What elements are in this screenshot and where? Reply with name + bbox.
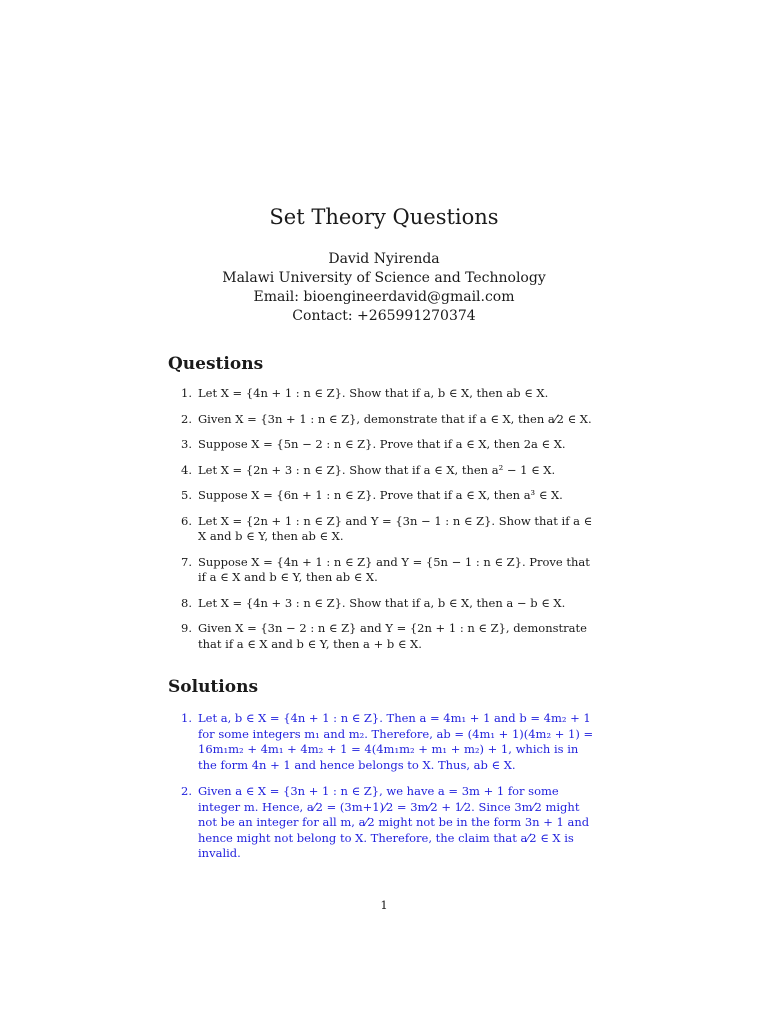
author-affiliation: Malawi University of Science and Technology	[222, 270, 546, 286]
question-text: Suppose X = {5n − 2 : n ∈ Z}. Prove that if a ∈ X, then 2a ∈ X.	[198, 437, 566, 451]
question-number: 9.	[181, 621, 192, 635]
question-text: Suppose X = {4n + 1 : n ∈ Z} and Y = {5n − 1 : n ∈ Z}. Prove that if a ∈ X and b ∈ Y, then ab ∈ X.	[198, 554, 590, 584]
question-number: 3.	[181, 437, 192, 451]
question-text: Let X = {2n + 3 : n ∈ Z}. Show that if a ∈ X, then a² − 1 ∈ X.	[198, 462, 556, 477]
question-number: 2.	[181, 411, 192, 426]
question-number: 5.	[181, 488, 192, 502]
question-number: 8.	[181, 595, 192, 610]
solution-number: 2.	[181, 784, 192, 798]
question-text: Let X = {4n + 1 : n ∈ Z}. Show that if a, b ∈ X, then ab ∈ X.	[198, 386, 549, 400]
question-text: Let X = {4n + 3 : n ∈ Z}. Show that if a, b ∈ X, then a − b ∈ X.	[198, 595, 566, 610]
question-number: 1.	[181, 386, 192, 400]
question-item	[168, 488, 600, 504]
question-item	[168, 596, 600, 612]
question-item	[168, 514, 600, 545]
author-contact: Contact: +265991270374	[292, 308, 476, 324]
questions-list	[168, 386, 600, 662]
solution-item	[168, 784, 600, 862]
author-block	[0, 250, 768, 326]
solution-item	[168, 711, 600, 773]
question-item	[168, 386, 600, 402]
author-name: David Nyirenda	[328, 251, 440, 267]
question-text: Given X = {3n − 2 : n ∈ Z} and Y = {2n + 1 : n ∈ Z}, demonstrate that if a ∈ X and b ∈ Y, then a + b ∈ X.	[198, 621, 587, 651]
question-text: Given X = {3n + 1 : n ∈ Z}, demonstrate that if a ∈ X, then a⁄2 ∈ X.	[198, 411, 592, 426]
question-number: 7.	[181, 554, 192, 569]
question-number: 6.	[181, 513, 192, 528]
solution-number: 1.	[181, 711, 192, 725]
page-number: 1	[380, 898, 388, 912]
solution-text: Given a ∈ X = {3n + 1 : n ∈ Z}, we have a = 3m + 1 for some integer m. Hence, a⁄2 = (3m+1)⁄2 = 3m⁄2 + 1⁄2. Since 3m⁄2 might not be an integer for all m, a⁄2 might not be in the form 3n + 1 and hence might not belong to X. Therefore, the claim that a⁄2 ∈ X is invalid.	[198, 784, 590, 860]
author-email: Email: bioengineerdavid@gmail.com	[253, 289, 515, 305]
question-number: 4.	[181, 462, 192, 477]
question-text: Suppose X = {6n + 1 : n ∈ Z}. Prove that if a ∈ X, then a³ ∈ X.	[198, 488, 563, 502]
question-item	[168, 437, 600, 453]
solutions-list	[168, 711, 600, 873]
question-item	[168, 463, 600, 479]
question-text: Let X = {2n + 1 : n ∈ Z} and Y = {3n − 1 : n ∈ Z}. Show that if a ∈ X and b ∈ Y, then ab ∈ X.	[198, 513, 593, 543]
solution-text: Let a, b ∈ X = {4n + 1 : n ∈ Z}. Then a = 4m₁ + 1 and b = 4m₂ + 1 for some integers m₁ and m₂. Therefore, ab = (4m₁ + 1)(4m₂ + 1) = 16m₁m₂ + 4m₁ + 4m₂ + 1 = 4(4m₁m₂ + m₁ + m₂) + 1, which is in the form 4n + 1 and hence belongs to X. Thus, ab ∈ X.	[198, 711, 594, 772]
paper-title: Set Theory Questions	[269, 205, 499, 229]
question-item	[168, 555, 600, 586]
solutions-heading: Solutions	[168, 677, 259, 697]
question-item	[168, 621, 600, 652]
question-item	[168, 412, 600, 428]
questions-heading: Questions	[168, 354, 264, 374]
